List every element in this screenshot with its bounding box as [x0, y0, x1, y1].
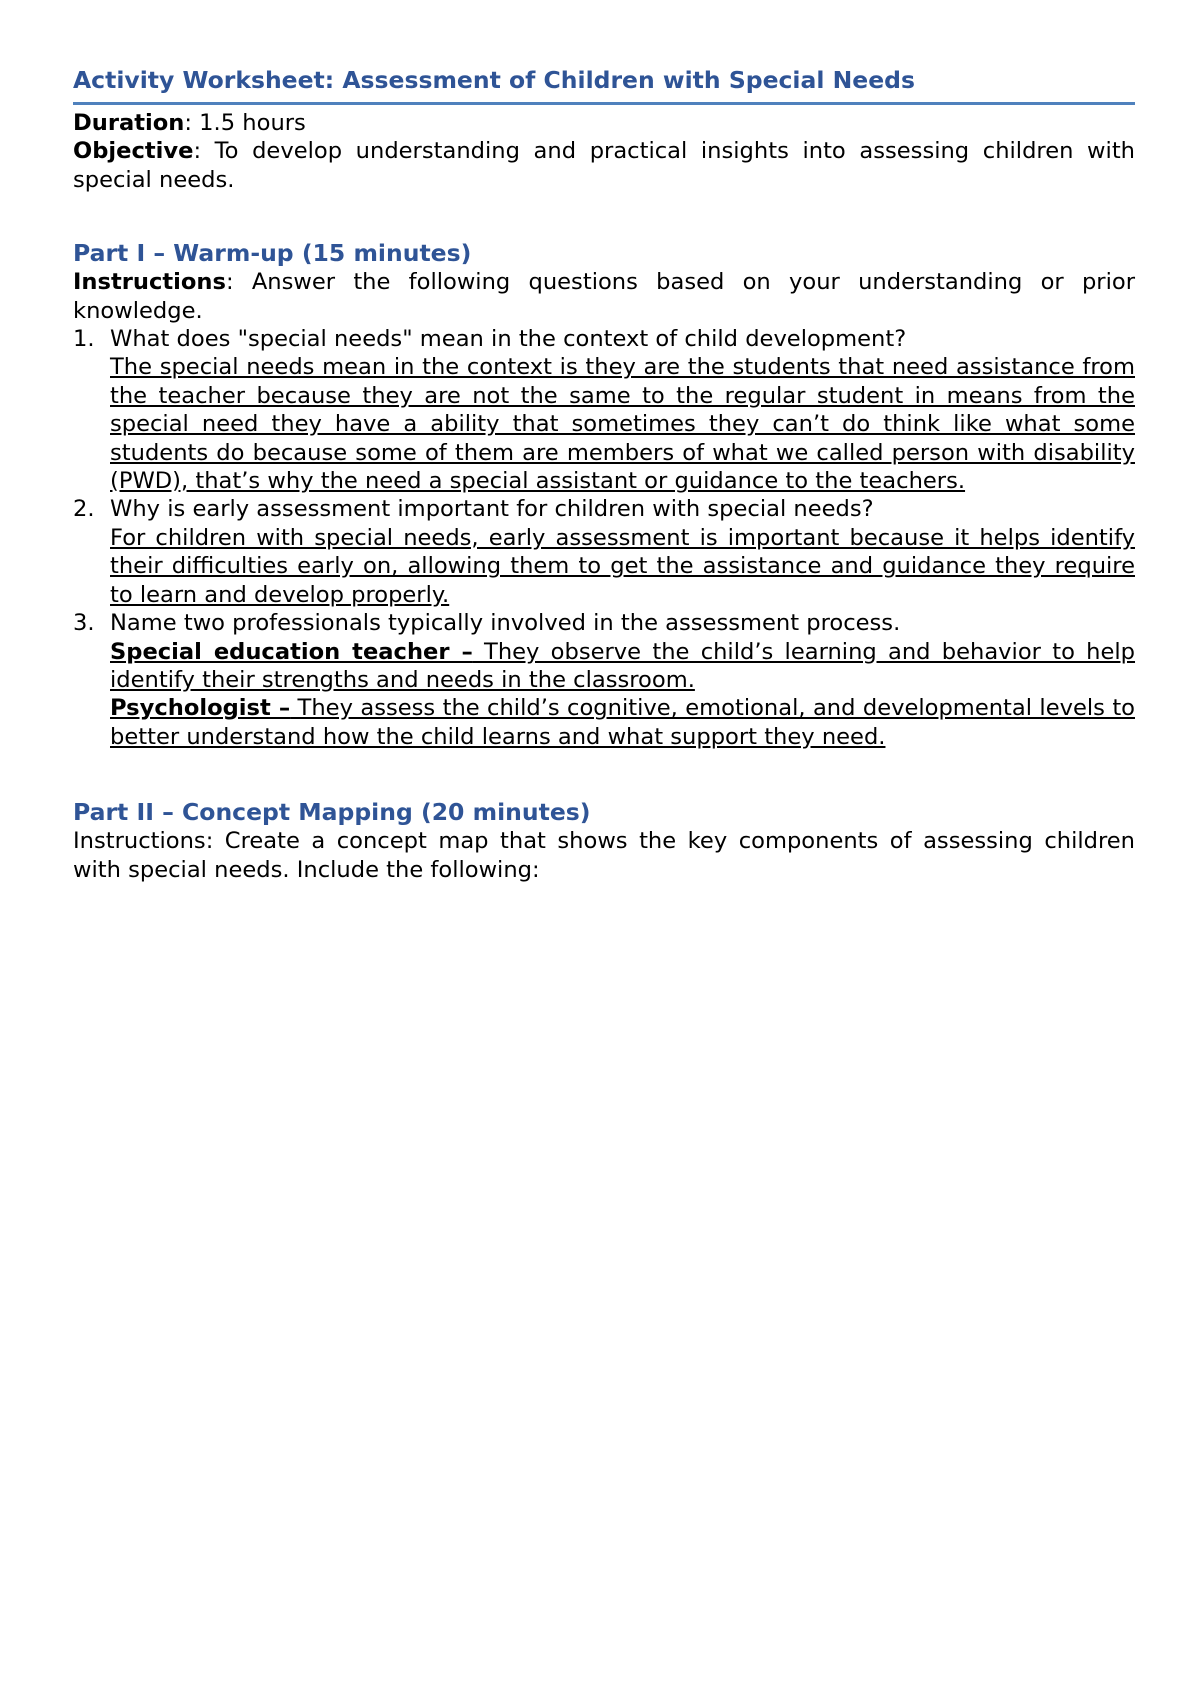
question-number: 3.: [73, 610, 95, 637]
part1-instructions: [73, 268, 1135, 325]
question-list: [73, 325, 1135, 751]
professional-answer-1: [110, 638, 1135, 695]
duration-label: Duration: [73, 110, 185, 136]
question-item-2: [73, 495, 1135, 609]
objective-value: : To develop understanding and practical insights into assessing children with special needs.: [73, 138, 1135, 193]
objective-line: [73, 137, 1135, 194]
part1-instructions-label: Instructions: [73, 269, 226, 296]
question-text: Name two professionals typically involved in the assessment process.: [110, 610, 901, 637]
part2-heading: Part II – Concept Mapping (20 minutes): [73, 798, 591, 827]
professional-description: They assess the child’s cognitive, emotional, and developmental levels to better understand how the child learns and what support they need.: [110, 695, 1135, 750]
part2-instructions: Instructions: Create a concept map that shows the key components of assessing children with special needs. Include the following:: [73, 828, 1135, 883]
duration-value: : 1.5 hours: [184, 110, 306, 136]
answer-text: The special needs mean in the context is they are the students that need assistance from the teacher because they are not the same to the regular student in means from the special need they have a ability that sometimes they can’t do think like what some students do because some of them are members of what we called person with disability (PWD), that’s why the need a special assistant or guidance to the teachers.: [110, 354, 1135, 495]
duration-line: [73, 109, 1135, 137]
question-text: What does "special needs" mean in the context of child development?: [110, 326, 907, 353]
question-item-1: [73, 325, 1135, 495]
objective-label: Objective: [73, 138, 194, 165]
answer-text: For children with special needs, early assessment is important because it helps identify their difficulties early on, allowing them to get the assistance and guidance they require to learn and develop properly.: [110, 524, 1135, 608]
question-item-3: [73, 609, 1135, 751]
part1-instructions-value: : Answer the following questions based on your understanding or prior knowledge.: [73, 269, 1135, 324]
question-text: Why is early assessment important for children with special needs?: [110, 496, 874, 523]
part1-heading: Part I – Warm-up (15 minutes): [73, 239, 472, 268]
document-title: Activity Worksheet: Assessment of Children with Special Needs: [73, 66, 1135, 105]
question-number: 2.: [73, 496, 95, 523]
worksheet-page: [73, 66, 1135, 884]
professional-description: They observe the child’s learning and behavior to help identify their strengths and needs in the classroom.: [110, 638, 1136, 693]
professional-name: Special education teacher –: [110, 638, 473, 665]
professional-name: Psychologist –: [110, 695, 291, 722]
professional-answer-2: [110, 694, 1135, 751]
question-number: 1.: [73, 326, 95, 353]
